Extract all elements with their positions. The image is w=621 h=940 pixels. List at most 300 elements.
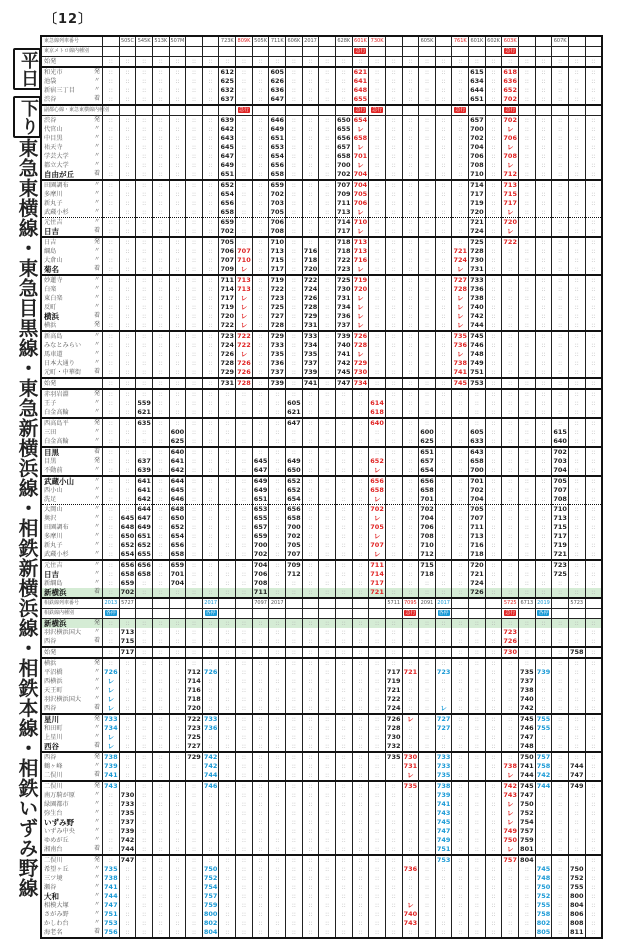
time-cell xyxy=(568,170,585,180)
departure-time: レ xyxy=(357,265,364,273)
no-service-mark xyxy=(175,199,179,207)
departure-time: 738 xyxy=(436,782,451,790)
time-cell xyxy=(219,588,236,598)
time-cell xyxy=(452,57,469,68)
time-cell xyxy=(202,312,219,321)
time-cell xyxy=(103,457,120,466)
station-row xyxy=(41,532,602,541)
time-cell xyxy=(269,389,286,399)
time-cell xyxy=(252,237,269,247)
no-service-mark xyxy=(308,437,312,445)
time-cell xyxy=(286,247,303,256)
departure-time: 713 xyxy=(120,628,135,636)
no-service-mark xyxy=(492,199,496,207)
departure-time: 718 xyxy=(337,247,351,255)
no-service-mark xyxy=(525,619,529,627)
time-cell xyxy=(236,466,253,476)
row-label xyxy=(41,486,103,495)
time-cell xyxy=(236,658,253,668)
no-service-mark xyxy=(492,152,496,160)
no-service-mark xyxy=(575,514,579,522)
time-cell xyxy=(169,378,186,389)
no-service-mark xyxy=(525,332,529,340)
no-service-mark xyxy=(259,116,263,124)
departure-time: 710 xyxy=(553,505,567,513)
no-service-mark xyxy=(192,359,196,367)
time-cell xyxy=(219,116,236,126)
no-service-mark xyxy=(541,637,545,645)
departure-time: 705 xyxy=(470,505,484,513)
no-service-mark xyxy=(275,724,279,732)
time-cell xyxy=(186,560,203,570)
arr-dep-mark: 発 xyxy=(93,321,100,328)
time-cell xyxy=(136,609,153,619)
time-cell xyxy=(286,77,303,86)
time-cell xyxy=(435,152,452,161)
no-service-mark xyxy=(541,550,545,558)
no-service-mark xyxy=(558,762,562,770)
time-cell xyxy=(402,588,419,598)
departure-time: 706 xyxy=(253,570,268,578)
no-service-mark xyxy=(375,77,379,85)
no-service-mark xyxy=(508,256,512,264)
time-cell xyxy=(335,237,352,247)
no-service-mark xyxy=(242,791,246,799)
no-service-mark xyxy=(308,648,312,656)
time-cell xyxy=(186,47,203,57)
time-cell xyxy=(252,495,269,505)
time-cell xyxy=(519,523,536,532)
no-service-mark xyxy=(192,659,196,667)
time-cell xyxy=(119,668,136,677)
time-cell xyxy=(252,285,269,294)
no-service-mark xyxy=(142,77,146,85)
time-cell xyxy=(485,359,502,368)
no-service-mark xyxy=(225,399,229,407)
time-cell xyxy=(302,647,319,658)
time-cell xyxy=(402,495,419,505)
time-cell xyxy=(252,447,269,457)
departure-time: 738 xyxy=(520,686,534,694)
time-cell xyxy=(286,771,303,781)
time-cell xyxy=(535,637,552,647)
no-service-mark xyxy=(325,588,329,596)
no-service-mark xyxy=(508,659,512,667)
time-cell xyxy=(252,116,269,126)
departure-time: 642 xyxy=(137,495,151,503)
time-cell xyxy=(152,170,169,180)
time-cell xyxy=(236,791,253,800)
time-cell xyxy=(568,637,585,647)
time-cell xyxy=(535,447,552,457)
no-service-mark xyxy=(109,134,113,142)
no-service-mark xyxy=(591,753,595,761)
departure-time: 749 xyxy=(569,782,584,790)
time-cell xyxy=(419,294,436,303)
time-cell xyxy=(286,134,303,143)
time-cell xyxy=(136,724,153,733)
time-cell xyxy=(485,227,502,237)
time-cell xyxy=(119,125,136,134)
no-service-mark xyxy=(242,86,246,94)
time-cell xyxy=(352,733,369,742)
time-cell xyxy=(219,389,236,399)
departure-time: 659 xyxy=(120,579,135,587)
no-service-mark xyxy=(242,771,246,779)
row-label xyxy=(41,57,103,68)
time-cell xyxy=(186,265,203,275)
time-cell xyxy=(502,437,519,447)
time-cell xyxy=(169,180,186,190)
time-cell xyxy=(535,399,552,408)
time-cell xyxy=(186,170,203,180)
time-cell xyxy=(286,312,303,321)
no-service-mark xyxy=(275,782,279,790)
time-cell xyxy=(535,686,552,695)
departure-time: 737 xyxy=(337,321,351,329)
no-service-mark xyxy=(292,753,296,761)
time-cell xyxy=(585,256,602,265)
time-cell xyxy=(286,532,303,541)
no-service-mark xyxy=(442,77,446,85)
no-service-mark xyxy=(541,659,545,667)
no-service-mark xyxy=(575,294,579,302)
no-service-mark xyxy=(342,437,346,445)
time-cell xyxy=(252,227,269,237)
no-service-mark xyxy=(458,125,462,133)
time-cell xyxy=(402,447,419,457)
time-cell xyxy=(119,152,136,161)
time-cell xyxy=(419,560,436,570)
departure-time: 723 xyxy=(503,628,517,636)
station-row xyxy=(41,476,602,486)
time-cell xyxy=(219,523,236,532)
no-service-mark xyxy=(325,256,329,264)
no-service-mark xyxy=(125,95,129,103)
no-service-mark xyxy=(109,190,113,198)
time-cell xyxy=(585,598,602,609)
time-cell xyxy=(219,341,236,350)
no-service-mark xyxy=(192,190,196,198)
row-label xyxy=(41,350,103,359)
no-service-mark xyxy=(292,86,296,94)
time-cell xyxy=(452,523,469,532)
no-service-mark xyxy=(408,695,412,703)
no-service-mark xyxy=(575,390,579,398)
no-service-mark xyxy=(175,724,179,732)
time-cell xyxy=(202,190,219,199)
no-service-mark xyxy=(125,505,129,513)
time-cell xyxy=(186,285,203,294)
station-name: 二俣川 xyxy=(44,772,63,779)
time-cell xyxy=(352,180,369,190)
no-service-mark xyxy=(175,256,179,264)
no-service-mark xyxy=(308,742,312,750)
station-name: 日吉 xyxy=(44,569,59,579)
time-cell xyxy=(419,378,436,389)
time-cell xyxy=(552,303,569,312)
no-service-mark xyxy=(475,57,479,65)
time-cell xyxy=(369,312,386,321)
departure-time: 653 xyxy=(270,143,285,151)
time-cell xyxy=(385,437,402,447)
no-service-mark xyxy=(408,541,412,549)
time-cell xyxy=(136,67,153,77)
time-cell xyxy=(286,57,303,68)
time-cell xyxy=(219,704,236,714)
page-number: 〔12〕 xyxy=(44,12,93,27)
no-service-mark xyxy=(225,505,229,513)
no-service-mark xyxy=(159,170,163,178)
no-service-mark xyxy=(325,771,329,779)
time-cell xyxy=(335,312,352,321)
time-cell xyxy=(169,428,186,437)
time-cell xyxy=(535,647,552,658)
time-cell xyxy=(419,208,436,218)
time-cell xyxy=(568,199,585,208)
time-cell xyxy=(335,658,352,668)
no-service-mark xyxy=(458,419,462,427)
time-cell xyxy=(186,312,203,321)
time-cell xyxy=(452,588,469,598)
no-service-mark xyxy=(575,143,579,151)
row-label xyxy=(41,523,103,532)
departure-time: 744 xyxy=(536,782,551,790)
station-row xyxy=(41,677,602,686)
station-name: 新宿三丁目 xyxy=(44,87,75,94)
no-service-mark xyxy=(408,208,412,216)
time-cell xyxy=(319,359,336,368)
time-cell xyxy=(103,466,120,476)
time-cell xyxy=(402,341,419,350)
no-service-mark xyxy=(275,762,279,770)
time-cell xyxy=(103,514,120,523)
time-cell xyxy=(385,341,402,350)
departure-time: 730 xyxy=(470,256,484,264)
time-cell xyxy=(252,588,269,598)
no-service-mark xyxy=(325,448,329,456)
no-service-mark xyxy=(159,95,163,103)
no-service-mark xyxy=(575,57,579,65)
departure-time: 728 xyxy=(303,303,318,311)
departure-time: 713 xyxy=(353,238,368,246)
no-service-mark xyxy=(525,448,529,456)
no-service-mark xyxy=(442,686,446,694)
time-cell xyxy=(103,359,120,368)
departure-time: 656 xyxy=(170,541,185,549)
time-cell xyxy=(302,609,319,619)
departure-time: 726 xyxy=(237,368,251,376)
time-cell xyxy=(352,152,369,161)
no-service-mark xyxy=(325,303,329,311)
time-cell xyxy=(286,505,303,515)
time-cell xyxy=(435,686,452,695)
time-cell xyxy=(319,532,336,541)
no-service-mark xyxy=(408,77,412,85)
time-cell xyxy=(435,505,452,515)
no-service-mark xyxy=(458,190,462,198)
time-cell xyxy=(568,724,585,733)
departure-time: 724 xyxy=(453,256,468,264)
time-cell xyxy=(419,762,436,771)
no-service-mark xyxy=(192,532,196,540)
time-cell xyxy=(502,686,519,695)
time-cell xyxy=(385,628,402,637)
time-cell xyxy=(252,180,269,190)
time-cell xyxy=(419,170,436,180)
no-service-mark xyxy=(358,648,362,656)
time-cell xyxy=(435,134,452,143)
no-service-mark xyxy=(109,619,113,627)
no-service-mark xyxy=(325,477,329,485)
train-number: 2019 xyxy=(537,600,550,606)
no-service-mark xyxy=(175,303,179,311)
time-cell xyxy=(269,609,286,619)
time-cell xyxy=(186,368,203,378)
no-service-mark xyxy=(575,495,579,503)
no-service-mark xyxy=(525,95,529,103)
no-service-mark xyxy=(259,448,263,456)
time-cell xyxy=(402,428,419,437)
row-label xyxy=(41,265,103,275)
no-service-mark xyxy=(458,227,462,235)
departure-time: レ xyxy=(240,265,248,273)
time-cell xyxy=(469,134,486,143)
time-cell xyxy=(186,637,203,647)
time-cell xyxy=(352,208,369,218)
time-cell xyxy=(202,486,219,495)
no-service-mark xyxy=(375,648,379,656)
time-cell xyxy=(369,265,386,275)
no-service-mark xyxy=(225,408,229,416)
no-service-mark xyxy=(175,677,179,685)
time-cell xyxy=(319,161,336,170)
time-cell xyxy=(552,208,569,218)
no-service-mark xyxy=(425,419,429,427)
time-cell xyxy=(286,389,303,399)
time-cell xyxy=(419,116,436,126)
departure-time: 707 xyxy=(337,181,351,189)
time-cell xyxy=(469,208,486,218)
time-cell xyxy=(169,350,186,359)
time-cell xyxy=(469,247,486,256)
time-cell xyxy=(252,218,269,228)
no-service-mark xyxy=(342,771,346,779)
time-cell xyxy=(402,36,419,47)
no-service-mark xyxy=(125,134,129,142)
time-cell xyxy=(186,588,203,598)
no-service-mark xyxy=(125,125,129,133)
time-cell xyxy=(119,86,136,95)
time-cell xyxy=(186,550,203,560)
no-service-mark xyxy=(492,276,496,284)
no-service-mark xyxy=(275,541,279,549)
time-cell xyxy=(552,677,569,686)
time-cell xyxy=(302,359,319,368)
time-cell xyxy=(119,677,136,686)
no-service-mark xyxy=(225,637,229,645)
time-cell xyxy=(385,532,402,541)
time-cell xyxy=(286,256,303,265)
time-cell xyxy=(502,331,519,341)
time-cell xyxy=(519,389,536,399)
no-service-mark xyxy=(458,457,462,465)
time-cell xyxy=(169,560,186,570)
time-cell xyxy=(519,428,536,437)
departure-time: 731 xyxy=(220,379,235,387)
time-cell xyxy=(169,161,186,170)
no-service-mark xyxy=(242,588,246,596)
time-cell xyxy=(236,762,253,771)
time-cell xyxy=(302,668,319,677)
time-cell xyxy=(352,781,369,791)
no-service-mark xyxy=(242,648,246,656)
no-service-mark xyxy=(125,68,129,76)
time-cell xyxy=(435,658,452,668)
station-name: 白楽 xyxy=(44,286,57,293)
row-label xyxy=(41,331,103,341)
time-cell xyxy=(552,733,569,742)
time-cell xyxy=(568,560,585,570)
time-cell xyxy=(269,408,286,418)
no-service-mark xyxy=(209,208,213,216)
no-service-mark xyxy=(159,704,163,712)
time-cell xyxy=(252,550,269,560)
departure-time: 719 xyxy=(386,677,401,685)
time-cell xyxy=(552,505,569,515)
no-service-mark xyxy=(125,704,129,712)
no-service-mark xyxy=(425,399,429,407)
time-cell xyxy=(568,134,585,143)
no-service-mark xyxy=(342,637,346,645)
time-cell xyxy=(585,227,602,237)
time-cell xyxy=(519,560,536,570)
departure-time: 702 xyxy=(370,505,384,513)
no-service-mark xyxy=(492,399,496,407)
time-cell xyxy=(402,237,419,247)
time-cell xyxy=(552,598,569,609)
time-cell xyxy=(485,36,502,47)
time-cell xyxy=(319,389,336,399)
no-service-mark xyxy=(492,619,496,627)
no-service-mark xyxy=(209,303,213,311)
no-service-mark xyxy=(492,170,496,178)
time-cell xyxy=(103,331,120,341)
time-cell xyxy=(103,247,120,256)
time-cell xyxy=(269,378,286,389)
time-cell xyxy=(269,457,286,466)
no-service-mark xyxy=(442,579,446,587)
time-cell xyxy=(419,67,436,77)
time-cell xyxy=(352,350,369,359)
no-service-mark xyxy=(492,125,496,133)
time-cell xyxy=(202,125,219,134)
time-cell xyxy=(335,116,352,126)
no-service-mark xyxy=(591,350,595,358)
time-cell xyxy=(169,389,186,399)
time-cell xyxy=(319,152,336,161)
departure-time: 702 xyxy=(470,486,484,494)
time-cell xyxy=(252,762,269,771)
time-cell xyxy=(269,247,286,256)
no-service-mark xyxy=(242,466,246,474)
departure-time: 721 xyxy=(386,686,401,694)
no-service-mark xyxy=(242,218,246,226)
no-service-mark xyxy=(525,648,529,656)
time-cell xyxy=(402,275,419,285)
time-cell xyxy=(236,180,253,190)
departure-time: 605 xyxy=(470,428,484,436)
